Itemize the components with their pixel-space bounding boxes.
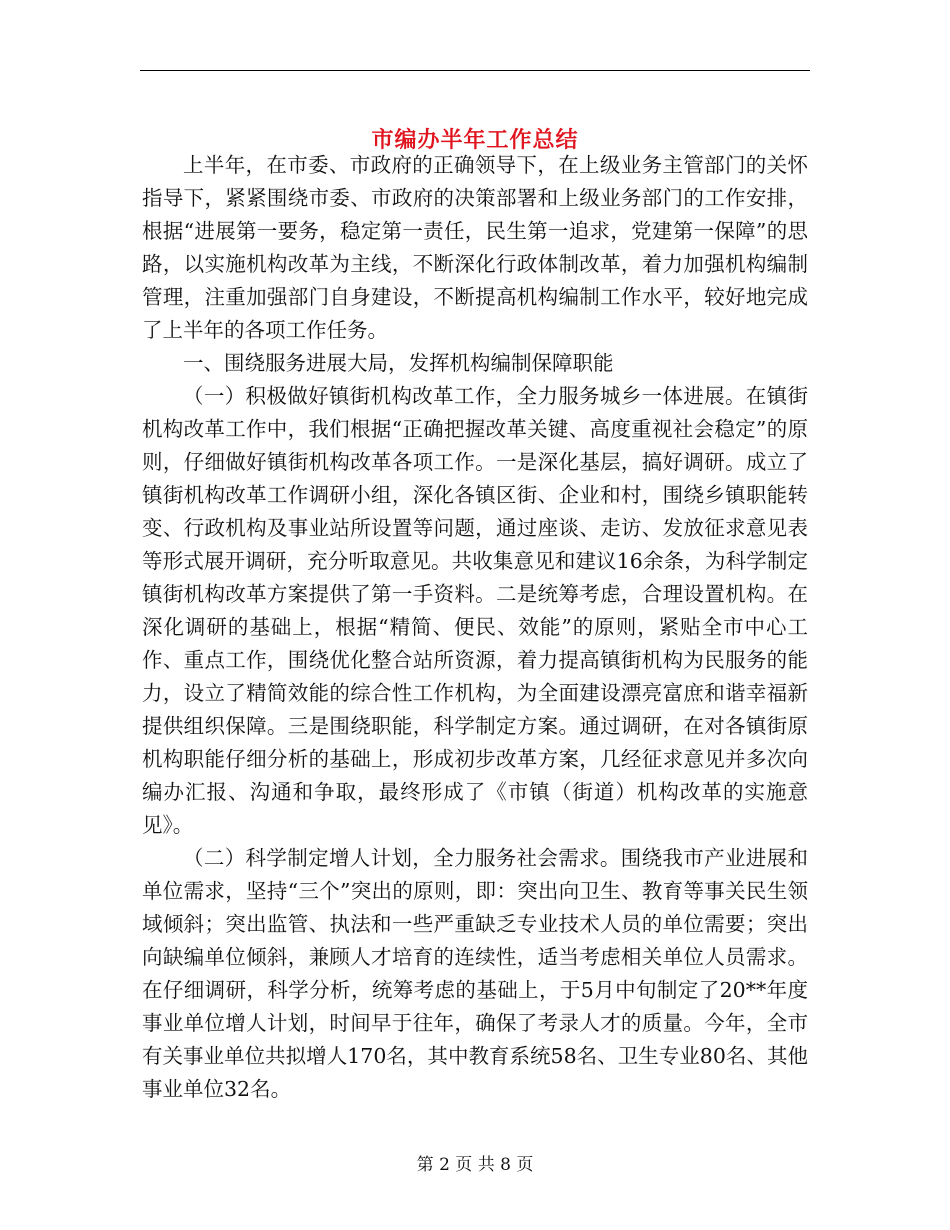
- paragraph-subsection-1: （一）积极做好镇街机构改革工作，全力服务城乡一体进展。在镇街机构改革工作中，我们根据“正确把握改革关键、高度重视社会稳定”的原则，仔细做好镇街机构改革各项工作。一是深化基层，搞好调研。成立了镇街机构改革工作调研小组，深化各镇区街、企业和村，围绕乡镇职能转变、行政机构及事业站所设置等问题，通过座谈、走访、发放征求意见表等形式展开调研，充分听取意见。共收集意见和建议16余条，为科学制定镇街机构改革方案提供了第一手资料。二是统筹考虑，合理设置机构。在深化调研的基础上，根据“精简、便民、效能”的原则，紧贴全市中心工作、重点工作，围绕优化整合站所资源，着力提高镇街机构为民服务的能力，设立了精简效能的综合性工作机构，为全面建设漂亮富庶和谐幸福新提供组织保障。三是围绕职能，科学制定方案。通过调研，在对各镇街原机构职能仔细分析的基础上，形成初步改革方案，几经征求意见并多次向编办汇报、沟通和争取，最终形成了《市镇（街道）机构改革的实施意见》。: [142, 384, 808, 837]
- header-rule: [140, 70, 810, 71]
- document-body: [142, 149, 808, 1106]
- paragraph-intro: 上半年，在市委、市政府的正确领导下，在上级业务主管部门的关怀指导下，紧紧围绕市委、市政府的决策部署和上级业务部门的工作安排，根据“进展第一要务，稳定第一责任，民生第一追求，党建第一保障”的思路，以实施机构改革为主线，不断深化行政体制改革，着力加强机构编制管理，注重加强部门自身建设，不断提高机构编制工作水平，较好地完成了上半年的各项工作任务。: [142, 153, 808, 342]
- section-heading-1: 一、围绕服务进展大局，发挥机构编制保障职能: [183, 351, 614, 375]
- paragraph-subsection-2: （二）科学制定增人计划，全力服务社会需求。围绕我市产业进展和单位需求，坚持“三个”突出的原则，即：突出向卫生、教育等事关民生领域倾斜；突出监管、执法和一些严重缺乏专业技术人员的单位需要；突出向缺编单位倾斜，兼顾人才培育的连续性，适当考虑相关单位人员需求。在仔细调研，科学分析，统筹考虑的基础上，于5月中旬制定了20**年度事业单位增人计划，时间早于往年，确保了考录人才的质量。今年，全市有关事业单位共拟增人170名，其中教育系统58名、卫生专业80名、其他事业单位32名。: [142, 846, 808, 1101]
- document-title: 市编办半年工作总结: [371, 126, 579, 153]
- page-number-footer: 第 2 页 共 8 页: [416, 1155, 534, 1175]
